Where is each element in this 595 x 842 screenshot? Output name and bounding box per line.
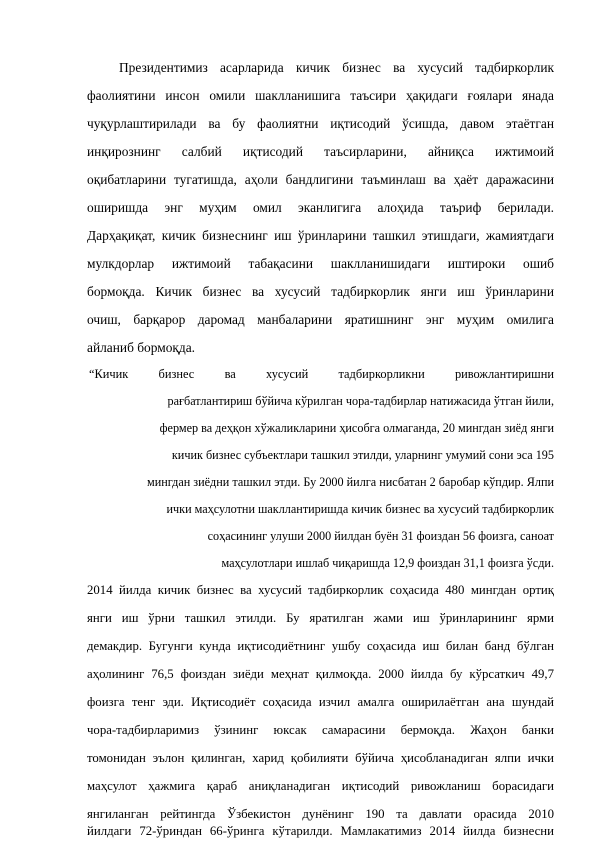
paragraph-1-line-7: Дарҳақиқат, кичик бизнеснинг иш ўринларини ташкил этишдаги, жамиятдаги [87,228,554,243]
paragraph-1-line-1: Президентимиз асарларида кичик бизнес ва хусусий тадбиркорлик [119,60,554,75]
quote-line-5: мингдан зиёдни ташкил этди. Бу 2000 йилга нисбатан 2 баробар кўпдир. Ялпи [146,475,554,489]
paragraph-1-line-4: инқирознинг салбий иқтисодий таъсирларини, айниқса ижтимоий [87,144,554,159]
paragraph-2-line-10: йилдаги 72-ўриндан 66-ўринга кўтарилди. Мамлакатимиз 2014 йилда бизнесни [87,824,554,838]
paragraph-2-line-9: янгиланган рейтингда Ўзбекистон дунёнинг 190 та давлати орасида 2010 [87,807,554,821]
paragraph-1-line-9: бормоқда. Кичик бизнес ва хусусий тадбиркорлик янги иш ўринларини [87,284,554,299]
quote-line-6: ички маҳсулотни шакллантиришда кичик бизнес ва хусусий тадбиркорлик [166,502,554,516]
paragraph-1-line-3: чуқурлаштирилади ва бу фаолиятни иқтисодий ўсишда, давом этаётган [87,116,554,131]
quote-line-1: “Кичик бизнес ва хусусий тадбиркорликни ривожлантиришни [89,367,554,381]
quote-line-2: рағбатлантириш бўйича кўрилган чора-тадбирлар натижасида ўтган йили, [167,394,554,408]
paragraph-2-line-2: янги иш ўрни ташкил этилди. Бу яратилган жами иш ўринларининг ярми [87,611,554,625]
paragraph-2-line-1: 2014 йилда кичик бизнес ва хусусий тадбиркорлик соҳасида 480 мингдан ортиқ [87,583,554,597]
quote-line-4: кичик бизнес субъектлари ташкил этилди, уларнинг умумий сони эса 195 [171,448,554,462]
paragraph-2-line-7: томонидан эълон қилинган, харид қобилияти бўйича ҳисобланадиган ялпи ички [87,751,554,765]
paragraph-2-line-6: чора-тадбирларимиз ўзининг юксак самарасини бермоқда. Жаҳон банки [87,723,554,737]
paragraph-1-line-10: очиш, барқарор даромад манбаларини яратишнинг энг муҳим омилига [87,312,554,327]
paragraph-1-line-6: оширишда энг муҳим омил эканлигига алоҳида таъриф берилади. [87,200,554,215]
paragraph-1-line-5: оқибатларини тугатишда, аҳоли бандлигини таъминлаш ва ҳаёт даражасини [87,172,554,187]
quote-line-7: соҳасининг улуши 2000 йилдан буён 31 фоиздан 56 фоизга, саноат [207,529,554,543]
paragraph-2-line-5: фоизга тенг эди. Иқтисодиёт соҳасида изчил амалга оширилаётган ана шундай [87,695,554,709]
paragraph-1-line-11: айланиб бормоқда. [87,340,196,355]
paragraph-1-line-8: мулкдорлар ижтимоий табақасини шаклланишидаги иштироки ошиб [87,256,554,271]
quote-line-8: маҳсулотлари ишлаб чиқаришда 12,9 фоиздан 31,1 фоизга ўсди. [221,556,554,570]
paragraph-1-line-2: фаолиятини инсон омили шаклланишига таъсири ҳақидаги ғоялари янада [87,88,554,103]
paragraph-2-line-3: демакдир. Бугунги кунда иқтисодиётнинг ушбу соҳасида иш билан банд бўлган [87,639,554,653]
quote-line-3: фермер ва деҳқон хўжаликларини ҳисобга олмаганда, 20 мингдан зиёд янги [159,421,554,435]
paragraph-2-line-4: аҳолининг 76,5 фоиздан зиёди меҳнат қилмоқда. 2000 йилда бу кўрсаткич 49,7 [87,667,554,681]
paragraph-2-line-8: маҳсулот ҳажмига қараб аниқланадиган иқтисодий ривожланиш борасидаги [87,779,554,793]
